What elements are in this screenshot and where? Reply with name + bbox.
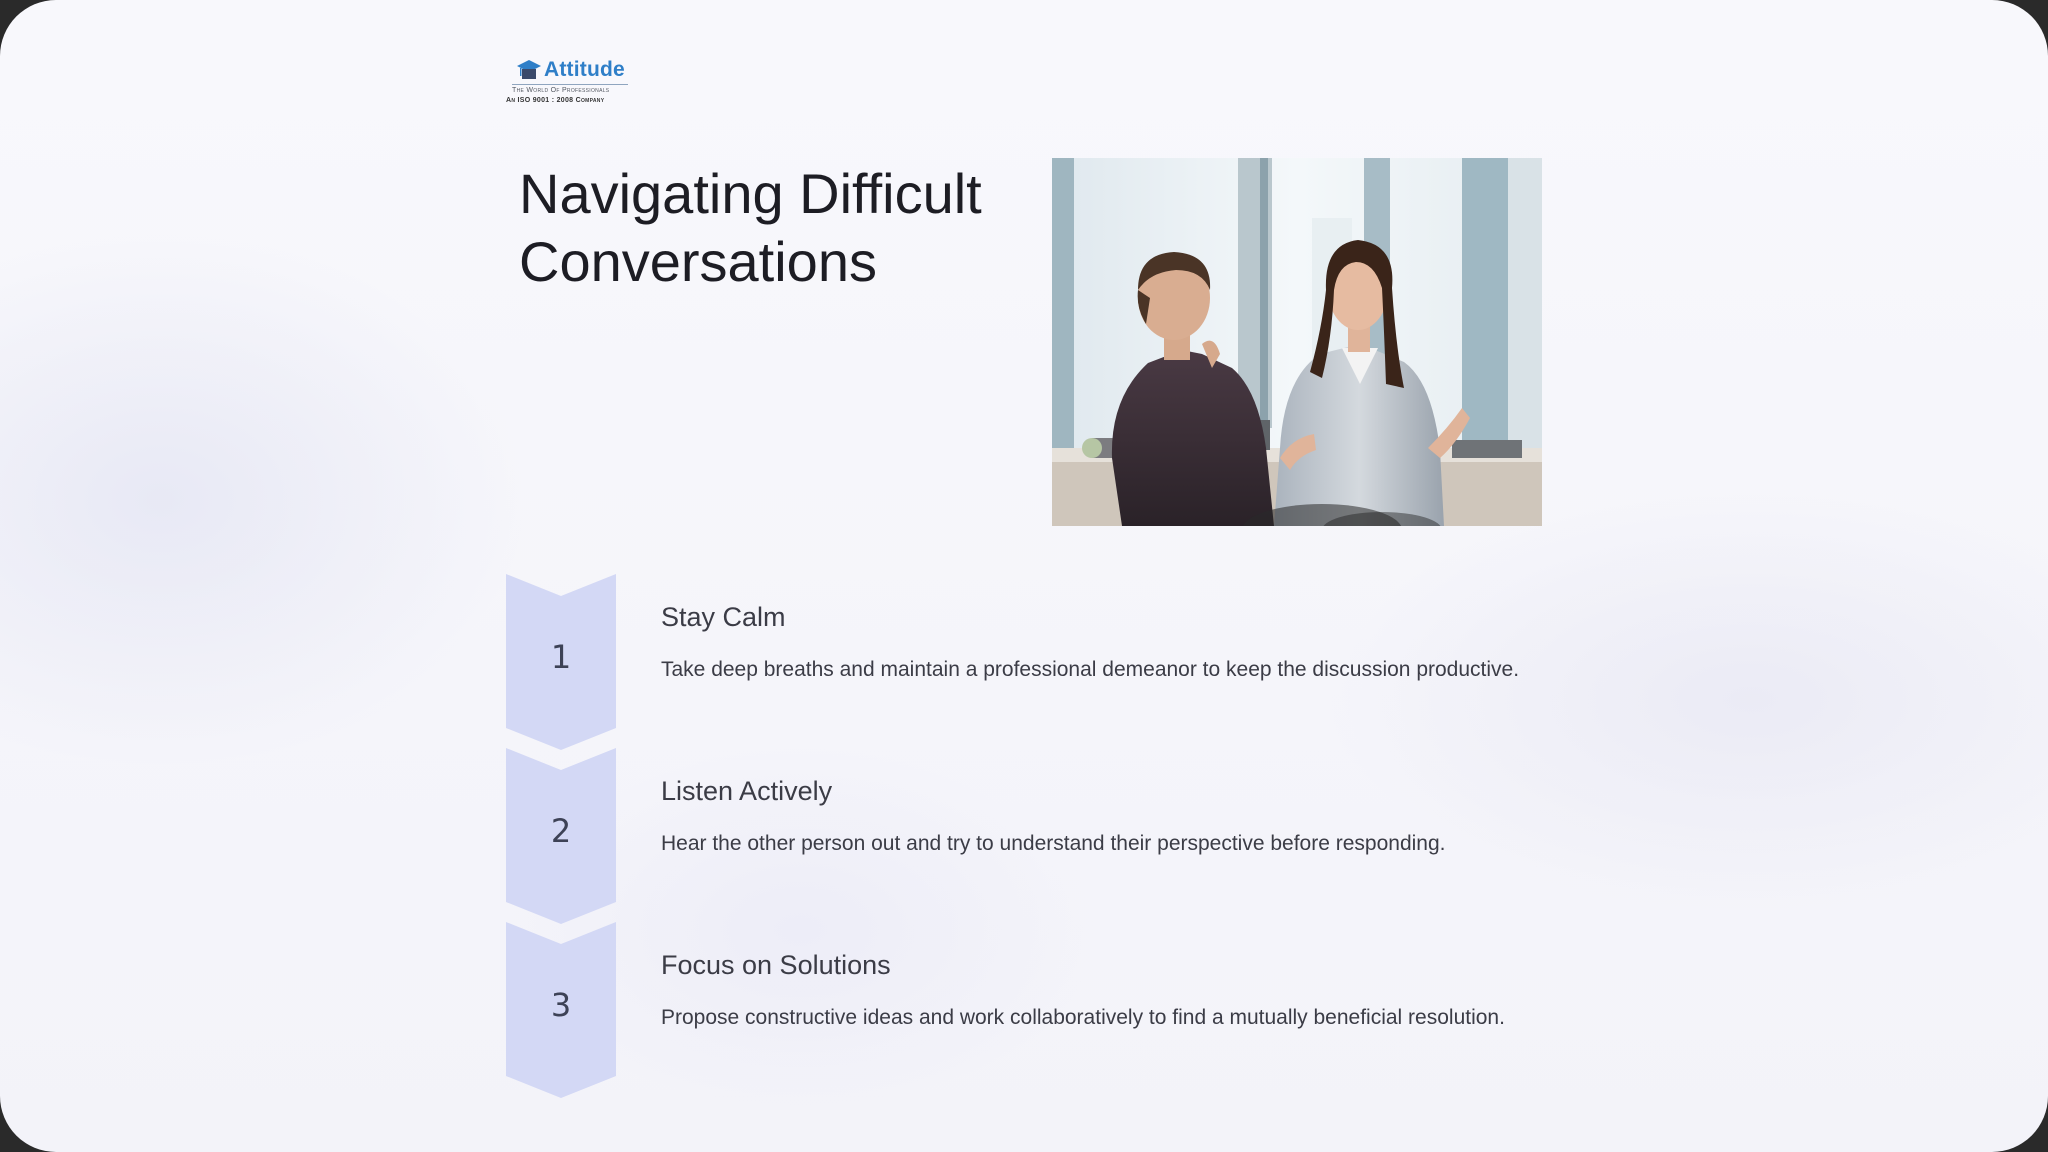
step-title: Stay Calm — [661, 602, 786, 632]
step-number-chevron — [506, 922, 616, 1098]
photo-illustration — [1052, 158, 1542, 526]
step-description: Take deep breaths and maintain a professional demeanor to keep the discussion productive. — [661, 658, 1520, 681]
graduation-cap-icon — [516, 57, 542, 83]
step-number-chevron — [506, 574, 616, 750]
title-line-2: Conversations — [519, 230, 877, 293]
step-number: 2 — [550, 812, 572, 850]
step-description: Propose constructive ideas and work collaboratively to find a mutually beneficial resolution. — [661, 1006, 1505, 1029]
step-title: Listen Actively — [661, 776, 833, 806]
step-stay-calm — [506, 574, 1546, 750]
step-title: Focus on Solutions — [661, 950, 891, 980]
logo-wordmark: Attitude — [544, 58, 625, 81]
step-focus-on-solutions — [506, 922, 1546, 1098]
company-logo — [506, 56, 630, 108]
logo-tagline: The World Of Professionals — [512, 87, 610, 94]
step-listen-actively — [506, 748, 1546, 924]
step-number: 3 — [550, 986, 572, 1024]
office-conversation-photo — [1052, 158, 1542, 526]
logo-certification: An ISO 9001 : 2008 Company — [506, 97, 605, 104]
page-title — [519, 160, 1019, 296]
step-number: 1 — [550, 638, 572, 676]
title-line-1: Navigating Difficult — [519, 162, 982, 225]
step-description: Hear the other person out and try to understand their perspective before responding. — [661, 832, 1446, 855]
step-number-chevron — [506, 748, 616, 924]
